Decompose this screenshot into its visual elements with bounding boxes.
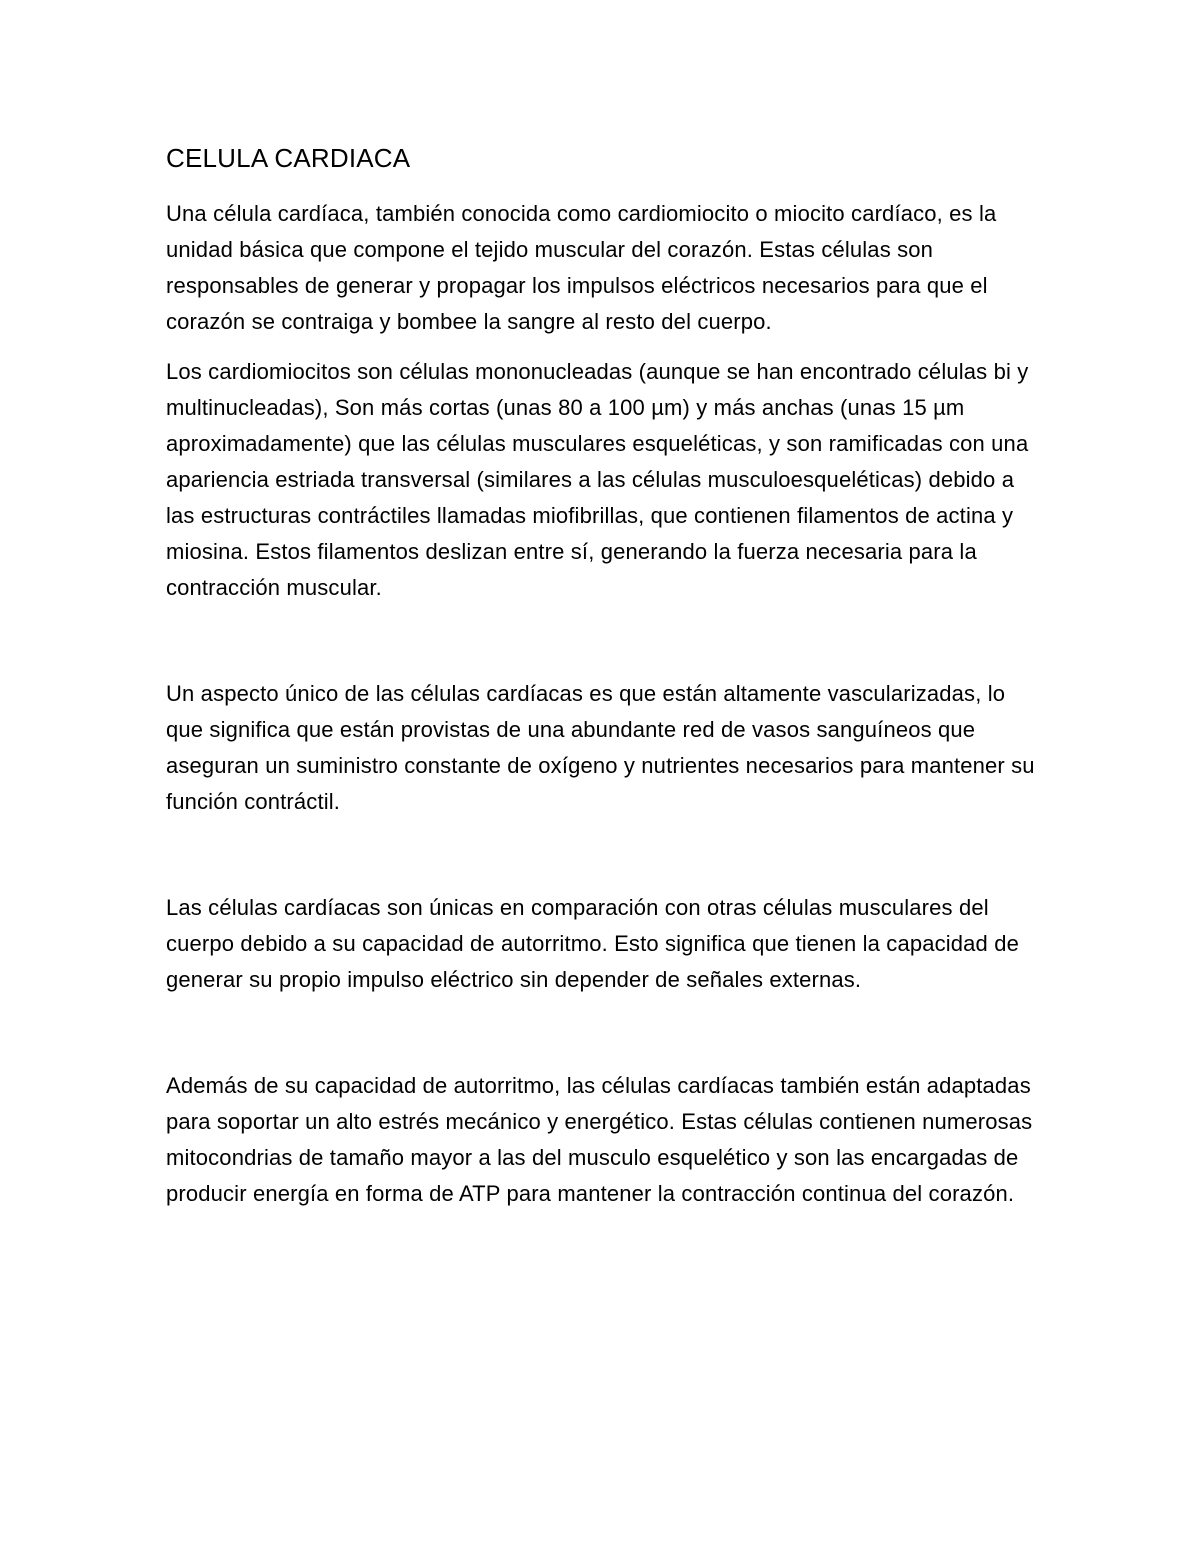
- document-body: [166, 140, 1046, 1212]
- paragraph-mitochondria: Además de su capacidad de autorritmo, las células cardíacas también están adaptadas para soportar un alto estrés mecánico y energético. Estas células contienen numerosas mitocondrias de tamaño mayor a las del musculo esquelético y son las encargadas de producir energía en forma de ATP para mantener la contracción continua del corazón.: [166, 1073, 1033, 1206]
- document-title: CELULA CARDIACA: [166, 143, 411, 173]
- paragraph-cardiomyocytes: Los cardiomiocitos son células mononucleadas (aunque se han encontrado células bi y multinucleadas), Son más cortas (unas 80 a 100 µm) y más anchas (unas 15 µm aproximadamente) que las células musculares esqueléticas, y son ramificadas con una apariencia estriada transversal (similares a las células musculoesqueléticas) debido a las estructuras contráctiles llamadas miofibrillas, que contienen filamentos de actina y miosina. Estos filamentos deslizan entre sí, generando la fuerza necesaria para la contracción muscular.: [166, 359, 1029, 600]
- paragraph-autorhythm: Las células cardíacas son únicas en comparación con otras células musculares del cuerpo debido a su capacidad de autorritmo. Esto significa que tienen la capacidad de generar su propio impulso eléctrico sin depender de señales externas.: [166, 895, 1019, 992]
- paragraph-vascularization: Un aspecto único de las células cardíacas es que están altamente vascularizadas, lo que significa que están provistas de una abundante red de vasos sanguíneos que aseguran un suministro constante de oxígeno y nutrientes necesarios para mantener su función contráctil.: [166, 681, 1035, 814]
- paragraph-intro: Una célula cardíaca, también conocida como cardiomiocito o miocito cardíaco, es la unidad básica que compone el tejido muscular del corazón. Estas células son responsables de generar y propagar los impulsos eléctricos necesarios para que el corazón se contraiga y bombee la sangre al resto del cuerpo.: [166, 201, 997, 334]
